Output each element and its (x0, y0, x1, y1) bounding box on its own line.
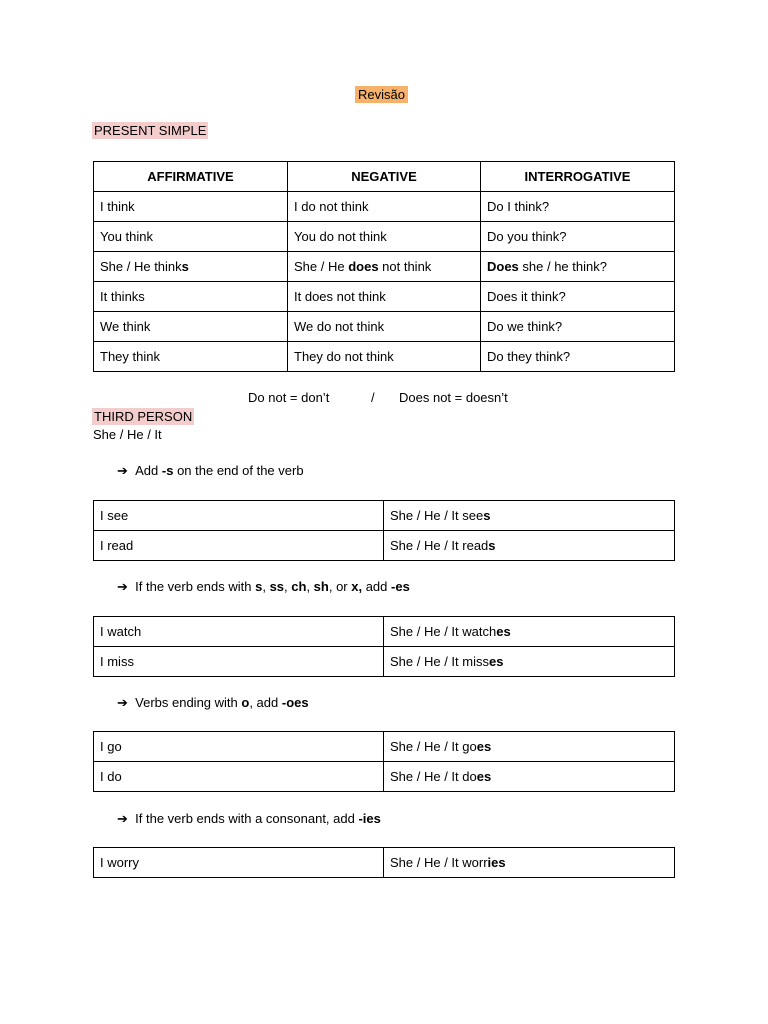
rule-add-s (117, 463, 304, 479)
table-cell: She / He thinks (94, 252, 288, 282)
table-row (94, 282, 675, 312)
table-cell: They think (94, 342, 288, 372)
header-negative: NEGATIVE (288, 162, 481, 192)
table-cell: You do not think (288, 222, 481, 252)
rule-text: If the verb ends with s, ss, ch, sh, or x, add -es (135, 579, 410, 594)
present-simple-table (93, 161, 675, 372)
table-row (94, 222, 675, 252)
rule-table (93, 616, 675, 677)
contraction-does-not: Does not = doesn’t (399, 390, 508, 405)
table-cell: Do they think? (481, 342, 675, 372)
right-arrow-icon: ➔ (117, 579, 128, 594)
table-row (94, 647, 675, 677)
table-cell: You think (94, 222, 288, 252)
table-cell: She / He / It worries (384, 848, 675, 878)
right-arrow-icon: ➔ (117, 463, 128, 478)
table-row (94, 732, 675, 762)
section-heading-present-simple: PRESENT SIMPLE (94, 123, 207, 138)
table-cell: We think (94, 312, 288, 342)
contraction-separator: / (371, 390, 375, 405)
table-cell: Does it think? (481, 282, 675, 312)
table-row (94, 501, 675, 531)
rule-add-es (117, 579, 410, 595)
table-cell: She / He / It watches (384, 617, 675, 647)
table-cell: She / He / It misses (384, 647, 675, 677)
table-header-row (94, 162, 675, 192)
table-cell: I miss (94, 647, 384, 677)
table-row (94, 617, 675, 647)
table-cell: She / He / It sees (384, 501, 675, 531)
table-cell: I worry (94, 848, 384, 878)
table-row (94, 342, 675, 372)
table-row (94, 531, 675, 561)
section-heading-third-person: THIRD PERSON (94, 409, 193, 424)
table-cell: We do not think (288, 312, 481, 342)
rule-table (93, 731, 675, 792)
table-cell: She / He / It goes (384, 732, 675, 762)
table-cell: It does not think (288, 282, 481, 312)
table-row (94, 192, 675, 222)
table-cell: She / He does not think (288, 252, 481, 282)
table-cell: She / He / It does (384, 762, 675, 792)
table-cell: I read (94, 531, 384, 561)
right-arrow-icon: ➔ (117, 695, 128, 710)
table-row (94, 312, 675, 342)
table-cell: I do not think (288, 192, 481, 222)
table-cell: They do not think (288, 342, 481, 372)
table-cell: I watch (94, 617, 384, 647)
table-cell: I think (94, 192, 288, 222)
table-cell: Do I think? (481, 192, 675, 222)
contraction-do-not: Do not = don’t (248, 390, 330, 405)
table-cell: Do you think? (481, 222, 675, 252)
table-row (94, 848, 675, 878)
rule-table (93, 500, 675, 561)
table-row (94, 252, 675, 282)
table-row (94, 762, 675, 792)
table-cell: Does she / he think? (481, 252, 675, 282)
rule-text: Add -s on the end of the verb (135, 463, 304, 478)
table-cell: I see (94, 501, 384, 531)
table-cell: I do (94, 762, 384, 792)
page-title: Revisão (355, 87, 408, 102)
table-cell: I go (94, 732, 384, 762)
header-interrogative: INTERROGATIVE (481, 162, 675, 192)
rule-text: Verbs ending with o, add -oes (135, 695, 309, 710)
header-affirmative: AFFIRMATIVE (94, 162, 288, 192)
rule-add-ies (117, 811, 381, 827)
rule-table (93, 847, 675, 878)
rule-text: If the verb ends with a consonant, add -ies (135, 811, 381, 826)
rule-add-oes (117, 695, 309, 711)
right-arrow-icon: ➔ (117, 811, 128, 826)
subject-line: She / He / It (93, 427, 162, 442)
table-cell: Do we think? (481, 312, 675, 342)
table-cell: She / He / It reads (384, 531, 675, 561)
table-cell: It thinks (94, 282, 288, 312)
